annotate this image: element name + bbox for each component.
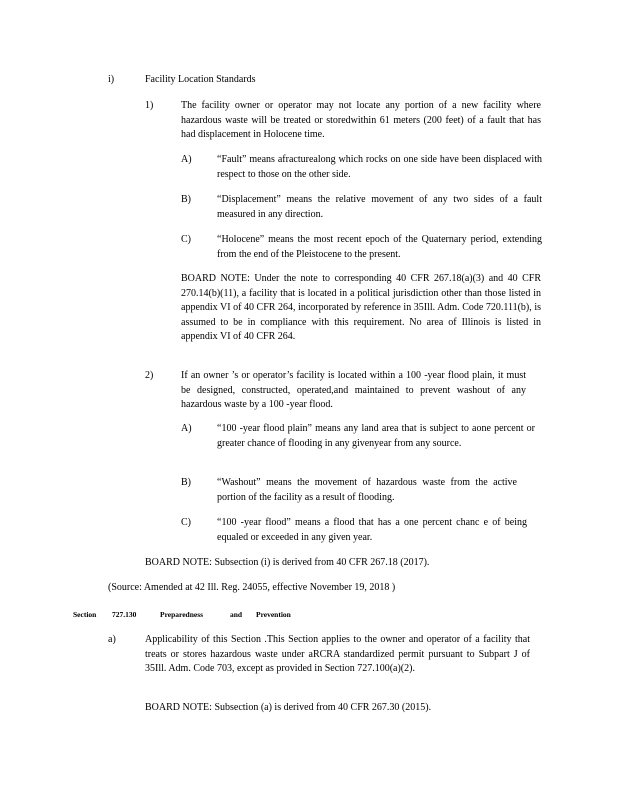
subsection-i-board-note: BOARD NOTE: Subsection (i) is derived from 40 CFR 267.18 (2017). xyxy=(145,557,430,568)
item-2B-label: B) xyxy=(181,477,191,488)
section-number-label: Section xyxy=(73,610,97,619)
item-1-label: 1) xyxy=(145,100,154,111)
item-1C-label: C) xyxy=(181,234,191,245)
item-1C-text: “Holocene” means the most recent epoch of the Quaternary period, extending from the end of the Pleistocene to the present. xyxy=(217,234,542,260)
section-title-word-2: and xyxy=(230,610,243,619)
item-a-text: Applicability of this Section .This Section applies to the owner and operator of a facility that treats or stores hazardous waste under aRCRA standardized permit pursuant to Subpart J of 35Ill. Adm. Code 703, except as provided in Section 727.100(a)(2). xyxy=(145,634,530,674)
item-2A-label: A) xyxy=(181,423,192,434)
source-note: (Source: Amended at 42 Ill. Reg. 24055, effective November 19, 2018 ) xyxy=(108,582,396,593)
item-1-board-note: BOARD NOTE: Under the note to corresponding 40 CFR 267.18(a)(3) and 40 CFR 270.14(b)(11), a facility that is located in a political jurisdiction other than those listed in appendix VI of 40 CFR 264, incorporated by reference in 35Ill. Adm. Code 720.111(b), is assumed to be in compliance with this requirement. No area of Illinois is listed in appendix VI of 40 CFR 264. xyxy=(181,273,541,342)
item-i-label: i) xyxy=(108,74,115,85)
item-a-label: a) xyxy=(108,634,116,645)
item-i-title: Facility Location Standards xyxy=(145,74,256,85)
item-2A-text: “100 -year flood plain” means any land area that is subject to aone percent or greater chance of flooding in any givenyear from any source. xyxy=(217,423,535,449)
item-1B-label: B) xyxy=(181,194,191,205)
item-1A-label: A) xyxy=(181,154,192,165)
item-1-text: The facility owner or operator may not locate any portion of a new facility where hazardous waste will be treated or storedwithin 61 meters (200 feet) of a fault that has had displacement in Holocene time. xyxy=(181,100,541,140)
item-2C-label: C) xyxy=(181,517,191,528)
item-2C-text: “100 -year flood” means a flood that has a one percent chanc e of being equaled or exceeded in any given year. xyxy=(217,517,527,543)
item-1B-text: “Displacement” means the relative movement of any two sides of a fault measured in any direction. xyxy=(217,194,542,220)
section-title-word-1: Preparedness xyxy=(160,610,204,619)
item-1A-text: “Fault” means afracturealong which rocks on one side have been displaced with respect to those on the other side. xyxy=(217,154,542,180)
item-2-label: 2) xyxy=(145,370,154,381)
section-code: 727.130 xyxy=(112,610,137,619)
subsection-a-board-note: BOARD NOTE: Subsection (a) is derived from 40 CFR 267.30 (2015). xyxy=(145,702,432,713)
item-2-text: If an owner ’s or operator’s facility is located within a 100 -year flood plain, it must be designed, constructed, operated,and maintained to prevent washout of any hazardous waste by a 100 -year flood. xyxy=(181,370,526,410)
item-2B-text: “Washout” means the movement of hazardous waste from the active portion of the facility as a result of flooding. xyxy=(217,477,517,503)
section-title-word-3: Prevention xyxy=(256,610,291,619)
